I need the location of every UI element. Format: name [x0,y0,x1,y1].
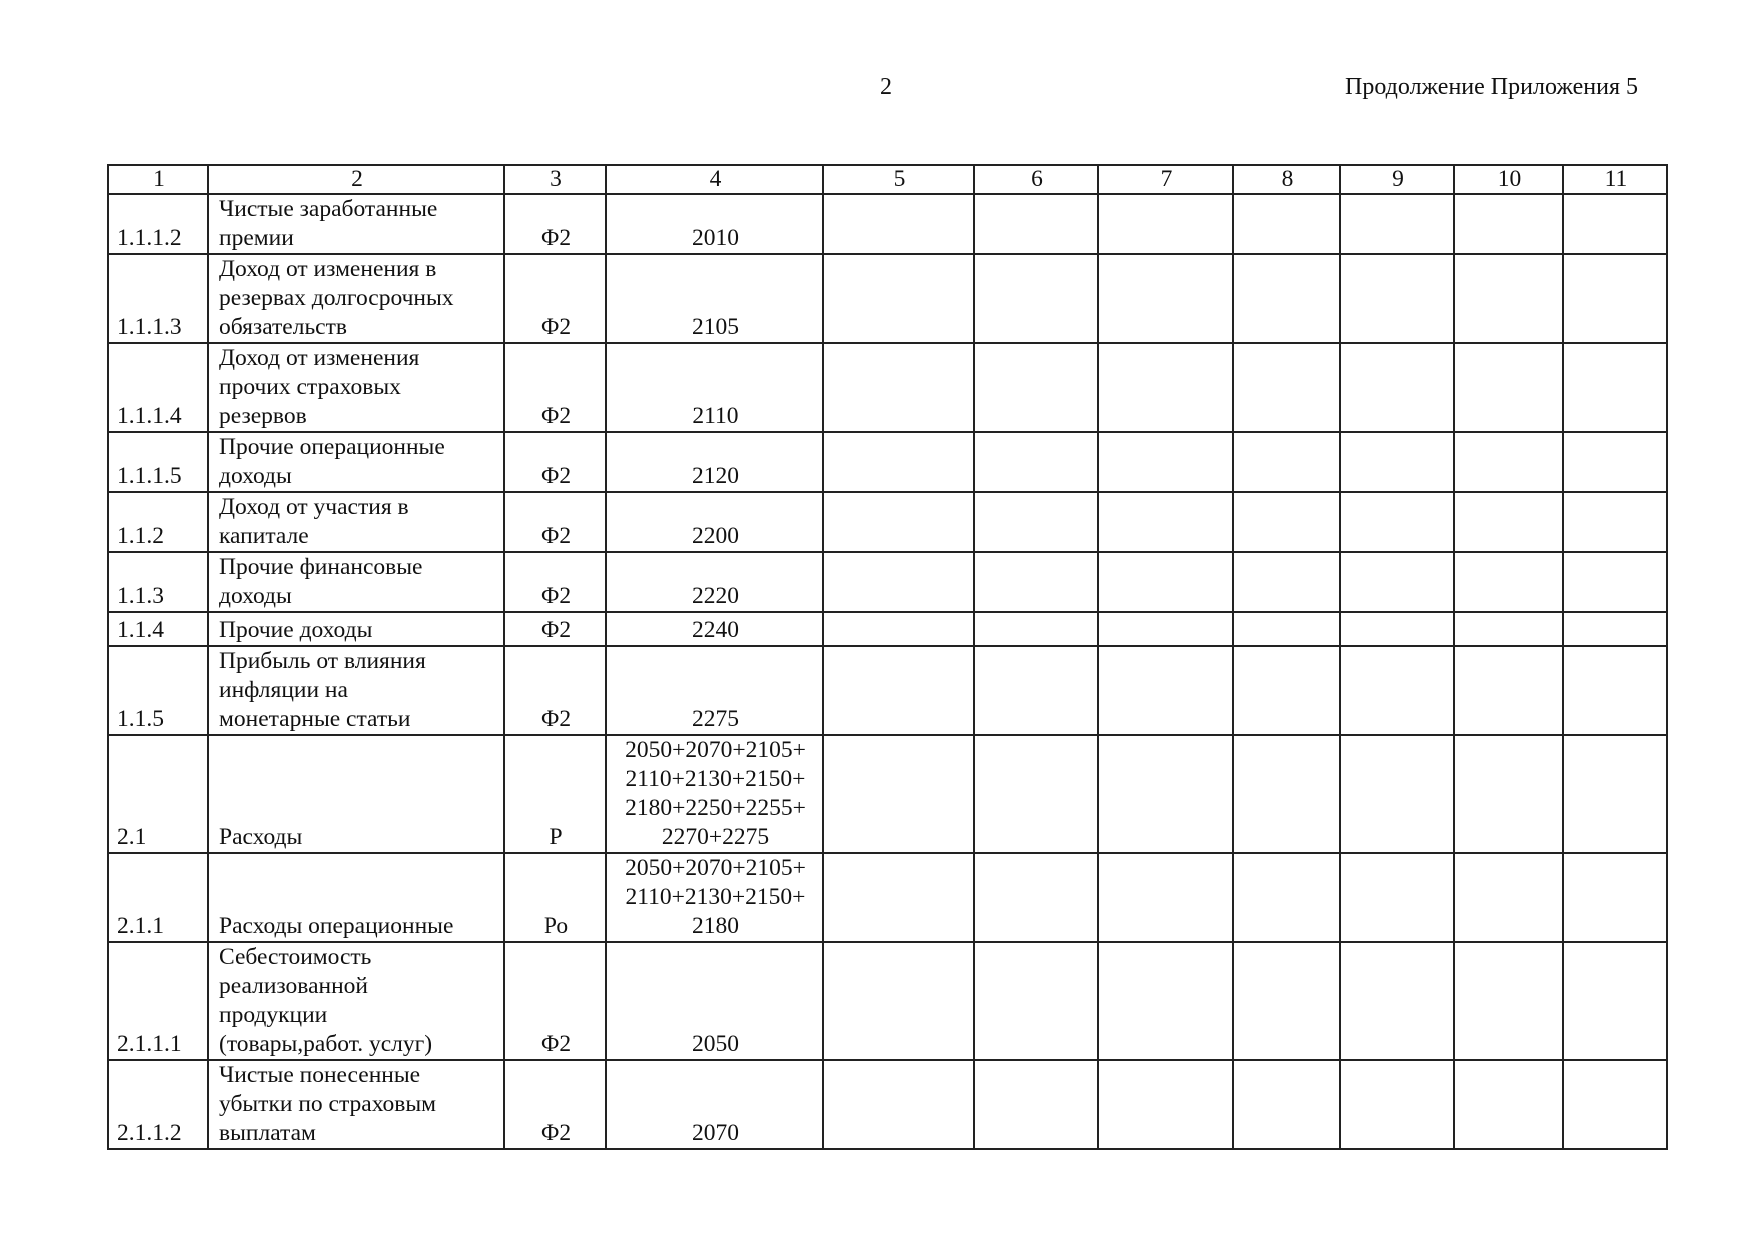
row-name-line: Расходы операционные [219,913,454,939]
table-row [108,612,1667,646]
value-cell[interactable] [1340,646,1454,735]
row-form: Ф2 [504,942,606,1060]
row-line-code: 2050+2070+2105+ [625,737,806,763]
value-cell[interactable] [1233,1060,1340,1149]
value-cell[interactable] [1454,492,1563,552]
row-line-code: 2110 [692,403,739,429]
column-header: 10 [1454,165,1563,194]
row-lines [606,254,823,343]
row-name-line: инфляции на [219,677,348,703]
value-cell[interactable] [1098,254,1233,343]
value-cell[interactable] [1233,942,1340,1060]
value-cell[interactable] [1340,612,1454,646]
value-cell[interactable] [1098,942,1233,1060]
value-cell[interactable] [1563,646,1667,735]
table-row [108,853,1667,942]
row-code: 2.1.1 [108,853,208,942]
table-row [108,432,1667,492]
value-cell[interactable] [1340,552,1454,612]
value-cell[interactable] [823,735,974,853]
value-cell[interactable] [1098,853,1233,942]
value-cell[interactable] [1454,942,1563,1060]
row-name-line: доходы [219,463,292,489]
value-cell[interactable] [1563,853,1667,942]
row-name-line: прочих страховых [219,374,401,400]
value-cell[interactable] [1563,343,1667,432]
row-line-code: 2050 [692,1031,739,1057]
value-cell[interactable] [1098,612,1233,646]
value-cell[interactable] [974,942,1098,1060]
table-row [108,194,1667,254]
value-cell[interactable] [1098,552,1233,612]
row-code: 1.1.4 [108,612,208,646]
row-code: 1.1.1.5 [108,432,208,492]
value-cell[interactable] [974,735,1098,853]
row-line-code: 2110+2130+2150+ [625,884,806,910]
row-name-line: продукции [219,1002,328,1028]
table-row [108,343,1667,432]
row-name [208,942,504,1060]
row-code: 2.1.1.1 [108,942,208,1060]
value-cell[interactable] [1340,194,1454,254]
value-cell[interactable] [974,552,1098,612]
value-cell[interactable] [974,254,1098,343]
row-form: Ф2 [504,646,606,735]
row-line-code: 2070 [692,1120,739,1146]
row-code: 1.1.1.3 [108,254,208,343]
row-code: 1.1.1.2 [108,194,208,254]
value-cell[interactable] [1098,194,1233,254]
row-lines [606,432,823,492]
row-code: 2.1 [108,735,208,853]
row-name-line: монетарные статьи [219,706,411,732]
value-cell[interactable] [1233,432,1340,492]
row-name [208,1060,504,1149]
value-cell[interactable] [1098,343,1233,432]
row-form: Ро [504,853,606,942]
row-code: 2.1.1.2 [108,1060,208,1149]
row-line-code: 2240 [692,617,739,643]
row-name [208,853,504,942]
column-header: 6 [974,165,1098,194]
row-name-line: доходы [219,583,292,609]
row-name [208,343,504,432]
row-name-line: обязательств [219,314,347,340]
row-name-line: (товары,работ. услуг) [219,1031,433,1057]
value-cell[interactable] [823,612,974,646]
value-cell[interactable] [974,432,1098,492]
value-cell[interactable] [1454,194,1563,254]
column-header: 1 [108,165,208,194]
row-name-line: Чистые понесенные [219,1062,421,1088]
row-line-code: 2110+2130+2150+ [625,766,806,792]
row-lines [606,942,823,1060]
value-cell[interactable] [1454,646,1563,735]
value-cell[interactable] [823,343,974,432]
row-line-code: 2105 [692,314,739,340]
row-name-line: Расходы [219,824,303,850]
row-name-line: Прочие финансовые [219,554,423,580]
value-cell[interactable] [823,942,974,1060]
row-line-code: 2050+2070+2105+ [625,855,806,881]
value-cell[interactable] [1340,343,1454,432]
row-form: Ф2 [504,343,606,432]
row-form: Ф2 [504,1060,606,1149]
value-cell[interactable] [1454,552,1563,612]
value-cell[interactable] [974,853,1098,942]
column-header: 5 [823,165,974,194]
value-cell[interactable] [1563,194,1667,254]
table-row [108,646,1667,735]
row-form: Ф2 [504,432,606,492]
row-name-line: капитале [219,523,309,549]
value-cell[interactable] [1563,254,1667,343]
row-name-line: Доход от участия в [219,494,409,520]
column-header: 2 [208,165,504,194]
row-name-line: премии [219,225,294,251]
row-line-code: 2180 [692,913,739,939]
row-form: Ф2 [504,194,606,254]
value-cell[interactable] [974,194,1098,254]
row-name-line: Прочие доходы [219,617,373,643]
value-cell[interactable] [1233,646,1340,735]
row-name [208,432,504,492]
value-cell[interactable] [1233,853,1340,942]
row-name [208,612,504,646]
appendix-caption: Продолжение Приложения 5 [1345,74,1638,100]
row-line-code: 2200 [692,523,739,549]
row-lines [606,1060,823,1149]
value-cell[interactable] [1233,552,1340,612]
value-cell[interactable] [823,492,974,552]
value-cell[interactable] [1454,432,1563,492]
value-cell[interactable] [1563,942,1667,1060]
row-code: 1.1.2 [108,492,208,552]
value-cell[interactable] [823,432,974,492]
value-cell[interactable] [1233,612,1340,646]
row-name [208,254,504,343]
value-cell[interactable] [1098,646,1233,735]
value-cell[interactable] [1454,254,1563,343]
column-header: 3 [504,165,606,194]
data-table [107,164,1668,1150]
value-cell[interactable] [823,646,974,735]
table-row [108,492,1667,552]
value-cell[interactable] [1340,942,1454,1060]
row-name-line: Доход от изменения в [219,256,437,282]
row-lines [606,646,823,735]
table-row [108,735,1667,853]
row-lines [606,612,823,646]
table-row [108,254,1667,343]
value-cell[interactable] [1454,612,1563,646]
column-header: 11 [1563,165,1667,194]
header-row [108,165,1667,194]
row-name-line: Прибыль от влияния [219,648,426,674]
value-cell[interactable] [974,1060,1098,1149]
row-name [208,735,504,853]
value-cell[interactable] [1563,432,1667,492]
value-cell[interactable] [1098,1060,1233,1149]
value-cell[interactable] [1340,735,1454,853]
row-name-line: реализованной [219,973,368,999]
value-cell[interactable] [1233,194,1340,254]
value-cell[interactable] [1340,254,1454,343]
value-cell[interactable] [1233,492,1340,552]
value-cell[interactable] [1563,492,1667,552]
table-row [108,1060,1667,1149]
value-cell[interactable] [1454,1060,1563,1149]
row-form: Ф2 [504,612,606,646]
column-header: 7 [1098,165,1233,194]
value-cell[interactable] [1454,343,1563,432]
value-cell[interactable] [1098,492,1233,552]
value-cell[interactable] [1233,735,1340,853]
row-name [208,492,504,552]
row-code: 1.1.5 [108,646,208,735]
row-name-line: выплатам [219,1120,316,1146]
table-row [108,942,1667,1060]
row-lines [606,194,823,254]
value-cell[interactable] [823,1060,974,1149]
value-cell[interactable] [1563,1060,1667,1149]
value-cell[interactable] [974,612,1098,646]
value-cell[interactable] [823,552,974,612]
column-header: 4 [606,165,823,194]
row-name-line: резервах долгосрочных [219,285,454,311]
row-line-code: 2220 [692,583,739,609]
value-cell[interactable] [823,254,974,343]
column-header: 9 [1340,165,1454,194]
row-form: Ф2 [504,492,606,552]
row-name-line: Себестоимость [219,944,372,970]
value-cell[interactable] [1454,853,1563,942]
value-cell[interactable] [1233,254,1340,343]
column-header: 8 [1233,165,1340,194]
value-cell[interactable] [974,492,1098,552]
value-cell[interactable] [1233,343,1340,432]
row-code: 1.1.1.4 [108,343,208,432]
row-line-code: 2010 [692,225,739,251]
value-cell[interactable] [974,343,1098,432]
row-lines [606,853,823,942]
row-name [208,194,504,254]
table-row [108,552,1667,612]
value-cell[interactable] [823,853,974,942]
value-cell[interactable] [1340,1060,1454,1149]
row-name-line: Доход от изменения [219,345,420,371]
value-cell[interactable] [823,194,974,254]
value-cell[interactable] [1454,735,1563,853]
row-name-line: резервов [219,403,307,429]
value-cell[interactable] [1098,432,1233,492]
value-cell[interactable] [1340,432,1454,492]
row-line-code: 2270+2275 [661,824,770,850]
row-form: Ф2 [504,552,606,612]
row-form: Р [504,735,606,853]
row-code: 1.1.3 [108,552,208,612]
value-cell[interactable] [1340,492,1454,552]
value-cell[interactable] [1340,853,1454,942]
row-name [208,646,504,735]
row-lines [606,492,823,552]
value-cell[interactable] [1563,612,1667,646]
row-lines [606,552,823,612]
row-lines [606,735,823,853]
row-name-line: Прочие операционные [219,434,445,460]
value-cell[interactable] [1563,552,1667,612]
value-cell[interactable] [1098,735,1233,853]
page-number: 2 [880,74,892,100]
row-name-line: Чистые заработанные [219,196,438,222]
row-name-line: убытки по страховым [219,1091,437,1117]
value-cell[interactable] [974,646,1098,735]
row-line-code: 2275 [692,706,739,732]
row-form: Ф2 [504,254,606,343]
row-lines [606,343,823,432]
value-cell[interactable] [1563,735,1667,853]
row-line-code: 2120 [692,463,739,489]
row-line-code: 2180+2250+2255+ [625,795,806,821]
row-name [208,552,504,612]
